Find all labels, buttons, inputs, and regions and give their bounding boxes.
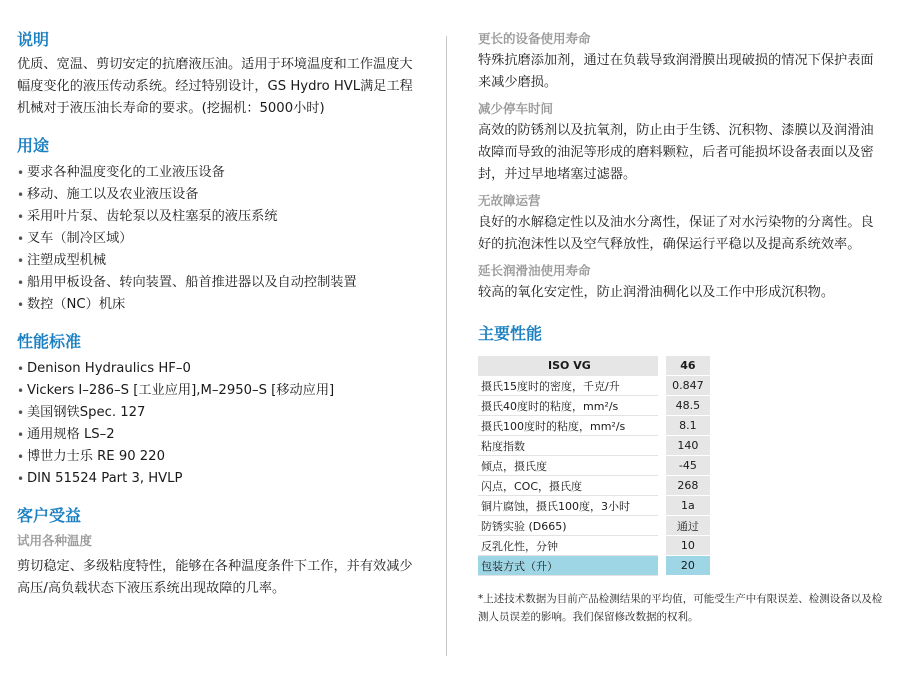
table-row (478, 416, 710, 436)
table-row (478, 536, 710, 556)
benefit-text: 良好的水解稳定性以及油水分离性，保证了对水污染物的分离性。良好的抗泡沫性以及空气释放性，确保运行平稳以及提高系统效率。 (478, 215, 874, 252)
table-cell-label: 摄氏100度时的粘度，mm²/s (478, 416, 662, 436)
right-column (478, 30, 883, 637)
list-item: • Vickers I–286–S [工业应用],M–2950–S [移动应用] (17, 380, 422, 402)
table-cell-value: 140 (662, 436, 710, 456)
benefit-subheading: 无故障运营 (478, 193, 541, 208)
benefit-subheading: 更长的设备使用寿命 (478, 31, 591, 46)
table-header-value: 46 (662, 356, 710, 376)
list-item: • 要求各种温度变化的工业液压设备 (17, 162, 422, 184)
benefit-subheading: 延长润滑油使用寿命 (478, 263, 591, 278)
list-item: • 船用甲板设备、转向装置、船首推进器以及自动控制装置 (17, 272, 422, 294)
benefit-subheading: 试用各种温度 (17, 533, 93, 548)
table-header-label: ISO VG (478, 356, 662, 376)
left-column (17, 30, 422, 600)
list-item: • 通用规格 LS–2 (17, 424, 422, 446)
table-row (478, 516, 710, 536)
table-row (478, 476, 710, 496)
table-cell-label: 粘度指数 (478, 436, 662, 456)
standards-list (17, 358, 422, 490)
list-item: • 叉车（制冷区域） (17, 228, 422, 250)
table-cell-value: 268 (662, 476, 710, 496)
table-cell-label: 铜片腐蚀，摄氏100度，3小时 (478, 496, 662, 516)
applications-list (17, 162, 422, 316)
table-row (478, 456, 710, 476)
table-cell-label: 反乳化性，分钟 (478, 536, 662, 556)
table-cell-value: 0.847 (662, 376, 710, 396)
table-cell-label: 闪点，COC，摄氏度 (478, 476, 662, 496)
list-item: • 数控（NC）机床 (17, 294, 422, 316)
list-item: • 移动、施工以及农业液压设备 (17, 184, 422, 206)
applications-heading: 用途 (17, 136, 50, 155)
table-cell-value: 10 (662, 536, 710, 556)
table-row (478, 496, 710, 516)
table-cell-label: 摄氏15度时的密度，千克/升 (478, 376, 662, 396)
list-item: • 博世力士乐 RE 90 220 (17, 446, 422, 468)
table-cell-value: 20 (662, 556, 710, 576)
table-cell-label: 包装方式（升） (478, 556, 662, 576)
table-row-packaging (478, 556, 710, 576)
table-cell-value: -45 (662, 456, 710, 476)
table-header-row (478, 356, 710, 376)
table-row (478, 396, 710, 416)
list-item: • Denison Hydraulics HF–0 (17, 358, 422, 380)
footnote: *上述技术数据为目前产品检测结果的平均值，可能受生产中有限误差、检测设备以及检测人员误差的影响。我们保留修改数据的权利。 (478, 593, 883, 623)
list-item: • 注塑成型机械 (17, 250, 422, 272)
benefit-text: 较高的氧化安定性，防止润滑油稠化以及工作中形成沉积物。 (478, 285, 835, 300)
description-heading: 说明 (17, 30, 50, 49)
table-row (478, 376, 710, 396)
table-cell-label: 防锈实验 (D665) (478, 516, 662, 536)
table-cell-value: 1a (662, 496, 710, 516)
benefit-text: 特殊抗磨添加剂，通过在负载导致润滑膜出现破损的情况下保护表面来减少磨损。 (478, 53, 874, 90)
standards-heading: 性能标准 (17, 332, 82, 351)
benefit-text: 高效的防锈剂以及抗氧剂，防止由于生锈、沉积物、漆膜以及润滑油故障而导致的油泥等形成的磨料颗粒，后者可能损坏设备表面以及密封，并过早地堵塞过滤器。 (478, 123, 874, 182)
table-cell-value: 通过 (662, 516, 710, 536)
table-cell-label: 倾点，摄氏度 (478, 456, 662, 476)
list-item: • 采用叶片泵、齿轮泵以及柱塞泵的液压系统 (17, 206, 422, 228)
column-divider (446, 36, 447, 656)
performance-table (478, 356, 710, 576)
description-text: 优质、宽温、剪切安定的抗磨液压油。适用于环境温度和工作温度大幅度变化的液压传动系统。经过特别设计，GS Hydro HVL满足工程机械对于液压油长寿命的要求。(挖掘机：5000小时) (17, 57, 413, 116)
benefits-heading: 客户受益 (17, 506, 82, 525)
list-item: • 美国钢铁Spec. 127 (17, 402, 422, 424)
benefit-text: 剪切稳定、多级粘度特性，能够在各种温度条件下工作，并有效减少高压/高负载状态下液压系统出现故障的几率。 (17, 559, 413, 596)
benefit-subheading: 减少停车时间 (478, 101, 554, 116)
table-row (478, 436, 710, 456)
list-item: • DIN 51524 Part 3, HVLP (17, 468, 422, 490)
performance-heading: 主要性能 (478, 324, 543, 343)
table-cell-value: 8.1 (662, 416, 710, 436)
table-cell-value: 48.5 (662, 396, 710, 416)
table-cell-label: 摄氏40度时的粘度，mm²/s (478, 396, 662, 416)
